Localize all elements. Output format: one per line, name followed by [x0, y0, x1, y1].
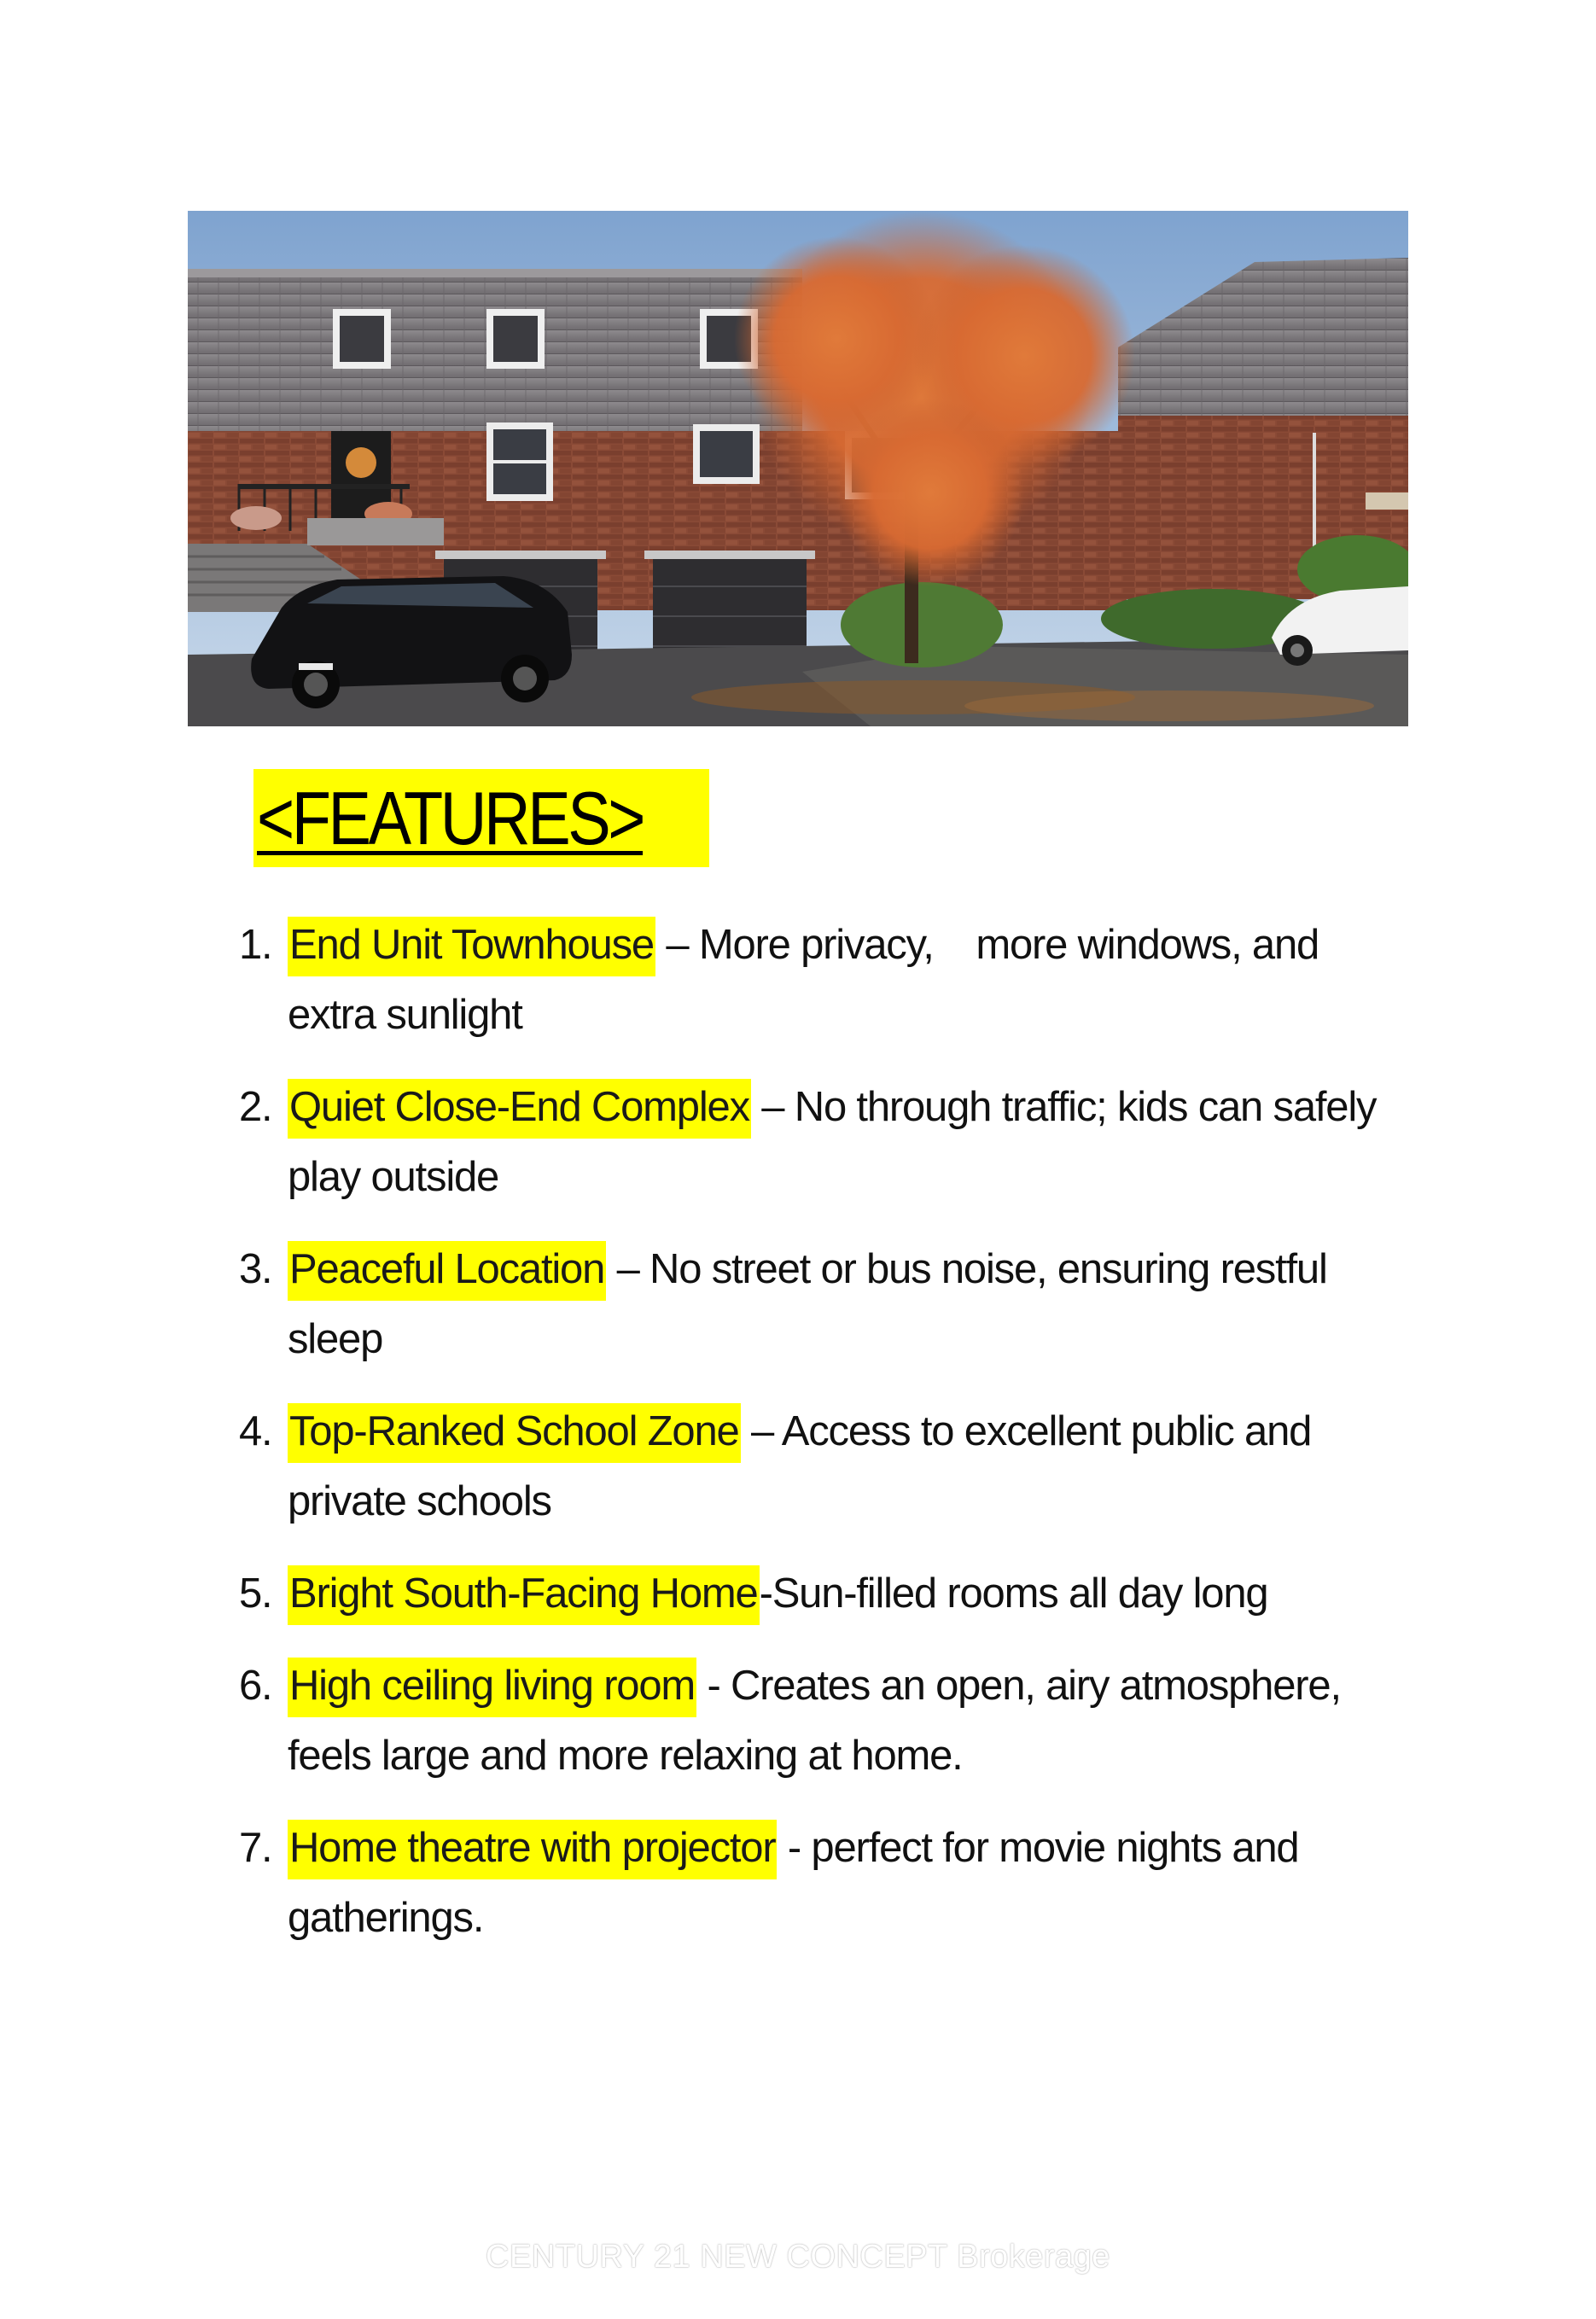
- feature-number: 4.: [239, 1408, 272, 1454]
- features-heading-text: <FEATURES>: [257, 775, 644, 860]
- feature-highlight: Peaceful Location: [288, 1241, 606, 1301]
- feature-item-7: [239, 1813, 1391, 1953]
- feature-description: – More privacy, more windows, and extra sunlight: [288, 922, 1330, 1038]
- feature-highlight: High ceiling living room: [288, 1658, 696, 1717]
- feature-number: 7.: [239, 1825, 272, 1871]
- features-list: [239, 910, 1391, 1975]
- feature-description: – Access to excellent public and private schools: [288, 1408, 1312, 1524]
- feature-highlight: Home theatre with projector: [288, 1820, 777, 1879]
- feature-item-4: [239, 1396, 1391, 1536]
- feature-description: -Sun-filled rooms all day long: [759, 1570, 1268, 1617]
- feature-description: - perfect for movie nights and gatherings.: [288, 1825, 1299, 1941]
- feature-description: – No street or bus noise, ensuring restful sleep: [288, 1246, 1327, 1362]
- feature-number: 1.: [239, 922, 272, 968]
- feature-number: 2.: [239, 1084, 272, 1130]
- feature-item-1: [239, 910, 1391, 1050]
- feature-item-3: [239, 1234, 1391, 1374]
- feature-number: 6.: [239, 1663, 272, 1709]
- feature-highlight: Top-Ranked School Zone: [288, 1403, 741, 1463]
- feature-item-6: [239, 1651, 1391, 1791]
- feature-item-2: [239, 1072, 1391, 1212]
- feature-highlight: Quiet Close-End Complex: [288, 1079, 751, 1139]
- feature-item-5: [239, 1559, 1391, 1629]
- feature-description: - Creates an open, airy atmosphere, feels large and more relaxing at home.: [288, 1663, 1341, 1779]
- features-heading: [253, 769, 709, 867]
- feature-highlight: End Unit Townhouse: [288, 917, 655, 976]
- feature-number: 3.: [239, 1246, 272, 1292]
- feature-highlight: Bright South-Facing Home: [288, 1565, 760, 1625]
- townhouse-photo: [188, 211, 1408, 726]
- brokerage-watermark: CENTURY 21 NEW CONCEPT Brokerage: [486, 2239, 1110, 2275]
- feature-number: 5.: [239, 1570, 272, 1617]
- feature-description: – No through traffic; kids can safely play outside: [288, 1084, 1377, 1200]
